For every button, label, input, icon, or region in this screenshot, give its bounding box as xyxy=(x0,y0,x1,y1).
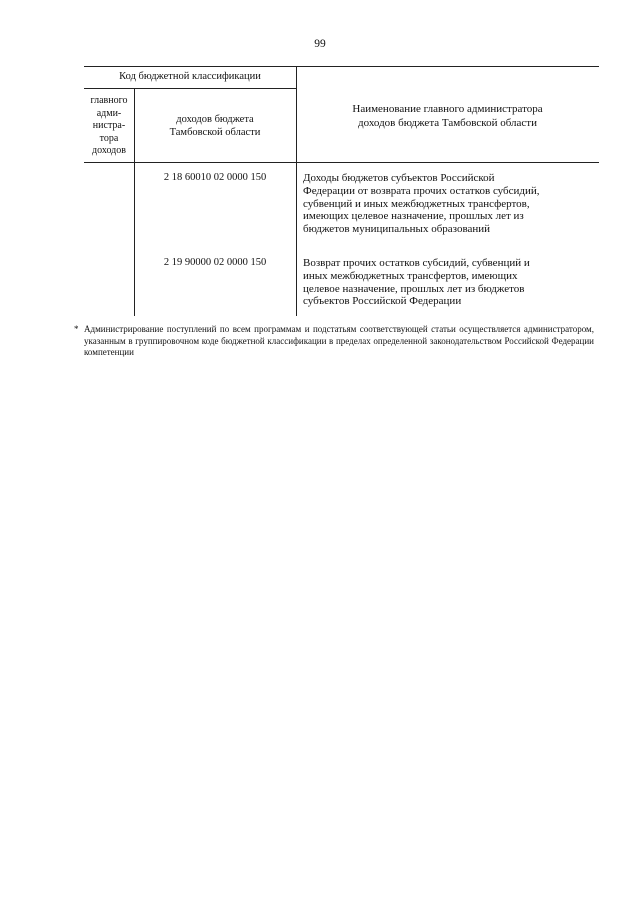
admin-name-cell: Доходы бюджетов субъектов Российской Федерации от возврата прочих остатков субсидий, субвенций и иных межбюджетных трансфертов, имеющих целевое назначение, прошлых лет из бюджетов муниципальных образований xyxy=(303,172,540,236)
table-top-border xyxy=(84,66,599,67)
income-code-cell: 2 19 90000 02 0000 150 xyxy=(163,257,267,268)
header-income-code: доходов бюджета Тамбовской области xyxy=(169,114,261,138)
footnote-marker: * xyxy=(74,324,79,334)
group-header-divider xyxy=(84,88,297,89)
admin-name-cell: Возврат прочих остатков субсидий, субвенций и иных межбюджетных трансфертов, имеющих целевое назначение, прошлых лет из бюджетов субъектов Российской Федерации xyxy=(303,257,530,308)
header-bottom-border xyxy=(84,162,599,163)
group-header-label: Код бюджетной классификации xyxy=(119,71,261,82)
header-admin-name: Наименование главного администратора доходов бюджета Тамбовской области xyxy=(352,103,543,129)
header-admin-code: главного адми- нистра- тора доходов xyxy=(90,95,128,156)
income-code-cell: 2 18 60010 02 0000 150 xyxy=(163,172,267,183)
page-number: 99 xyxy=(314,38,326,50)
footnote-text: Администрирование поступлений по всем программам и подстатьям соответствующей статьи осуществляется администратором, указанным в группировочном коде бюджетной классификации в пределах определенной законодательством Российской Федерации компетенции xyxy=(84,324,594,357)
footnote xyxy=(74,324,594,359)
